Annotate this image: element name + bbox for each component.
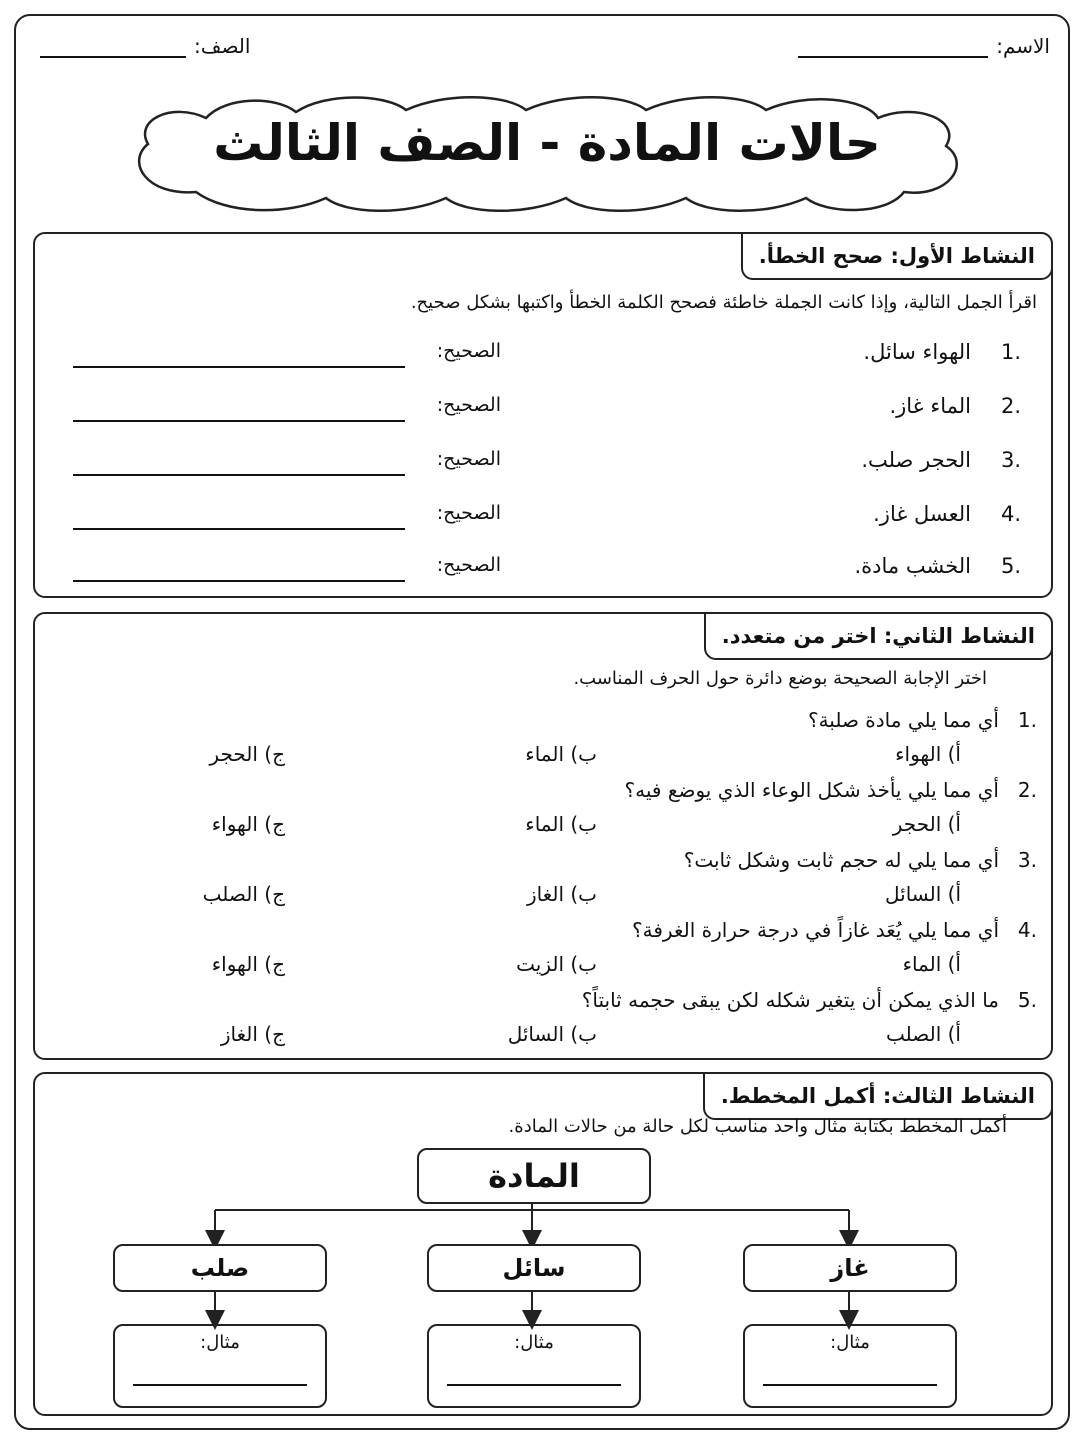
example-label: مثال:	[830, 1332, 870, 1353]
row-number: .5	[1000, 554, 1021, 578]
activity-2-heading: النشاط الثاني: اختر من متعدد.	[704, 612, 1053, 660]
correct-label: الصحيح:	[436, 448, 501, 470]
question-number: .2	[1017, 778, 1037, 802]
row-number: .2	[1000, 394, 1021, 418]
correct-label: الصحيح:	[436, 394, 501, 416]
title-cloud	[126, 92, 968, 216]
row-statement: الخشب مادة.	[854, 554, 971, 578]
option-c[interactable]: ج) الغاز	[220, 1022, 285, 1046]
activity-1-section	[33, 232, 1053, 598]
correct-label: الصحيح:	[436, 554, 501, 576]
question-number: .4	[1017, 918, 1037, 942]
matter-root-box: المادة	[417, 1148, 651, 1204]
activity-3-instruction: أكمل المخطط بكتابة مثال واحد مناسب لكل حالة من حالات المادة.	[508, 1116, 1007, 1137]
option-c[interactable]: ج) الهواء	[211, 812, 285, 836]
option-b[interactable]: ب) الماء	[525, 742, 597, 766]
correct-answer-line[interactable]	[73, 474, 405, 476]
correct-answer-line[interactable]	[73, 528, 405, 530]
name-field	[798, 32, 1050, 58]
option-a[interactable]: أ) السائل	[884, 882, 961, 906]
page-title: حالات المادة - الصف الثالث	[213, 114, 881, 172]
correct-label: الصحيح:	[436, 502, 501, 524]
activity-1-heading: النشاط الأول: صحح الخطأ.	[741, 232, 1053, 280]
row-statement: الحجر صلب.	[861, 448, 971, 472]
activity-2-section	[33, 612, 1053, 1060]
example-box-gas	[743, 1324, 957, 1408]
mcq-question	[49, 778, 1037, 848]
correction-row	[65, 394, 1021, 430]
state-box-liquid: سائل	[427, 1244, 641, 1292]
correct-answer-line[interactable]	[73, 420, 405, 422]
state-box-solid: صلب	[113, 1244, 327, 1292]
state-box-gas: غاز	[743, 1244, 957, 1292]
correction-row	[65, 340, 1021, 376]
mcq-question	[49, 918, 1037, 988]
name-label: الاسم:	[996, 34, 1050, 58]
header-row	[40, 32, 1050, 72]
option-a[interactable]: أ) الماء	[902, 952, 961, 976]
mcq-question	[49, 848, 1037, 918]
option-a[interactable]: أ) الهواء	[895, 742, 961, 766]
activity-3-section	[33, 1072, 1053, 1416]
row-number: .4	[1000, 502, 1021, 526]
example-answer-line[interactable]	[133, 1384, 307, 1386]
mcq-question	[49, 988, 1037, 1058]
row-number: .3	[1000, 448, 1021, 472]
row-statement: العسل غاز.	[873, 502, 971, 526]
question-text: أي مما يلي مادة صلبة؟	[807, 708, 999, 732]
example-answer-line[interactable]	[447, 1384, 621, 1386]
correct-label: الصحيح:	[436, 340, 501, 362]
class-field	[40, 32, 250, 58]
correct-answer-line[interactable]	[73, 366, 405, 368]
row-statement: الماء غاز.	[889, 394, 971, 418]
option-c[interactable]: ج) الهواء	[211, 952, 285, 976]
mcq-question	[49, 708, 1037, 778]
row-statement: الهواء سائل.	[863, 340, 971, 364]
option-a[interactable]: أ) الحجر	[892, 812, 961, 836]
question-number: .1	[1017, 708, 1037, 732]
correction-row	[65, 502, 1021, 538]
option-c[interactable]: ج) الصلب	[202, 882, 285, 906]
question-number: .5	[1017, 988, 1037, 1012]
question-text: أي مما يلي له حجم ثابت وشكل ثابت؟	[683, 848, 999, 872]
option-b[interactable]: ب) الغاز	[526, 882, 597, 906]
activity-1-instruction: اقرأ الجمل التالية، وإذا كانت الجملة خاطئة فصحح الكلمة الخطأ واكتبها بشكل صحيح.	[410, 292, 1037, 313]
option-b[interactable]: ب) السائل	[507, 1022, 597, 1046]
option-c[interactable]: ج) الحجر	[209, 742, 285, 766]
question-text: أي مما يلي يأخذ شكل الوعاء الذي يوضع فيه؟	[624, 778, 999, 802]
example-label: مثال:	[514, 1332, 554, 1353]
correction-row	[65, 448, 1021, 484]
name-input-line[interactable]	[798, 32, 988, 58]
question-text: ما الذي يمكن أن يتغير شكله لكن يبقى حجمه ثابتاً؟	[581, 988, 999, 1012]
option-b[interactable]: ب) الزيت	[516, 952, 597, 976]
activity-3-heading: النشاط الثالث: أكمل المخطط.	[703, 1072, 1053, 1120]
question-text: أي مما يلي يُعَد غازاً في درجة حرارة الغرفة؟	[632, 918, 999, 942]
question-number: .3	[1017, 848, 1037, 872]
example-answer-line[interactable]	[763, 1384, 937, 1386]
example-label: مثال:	[200, 1332, 240, 1353]
correct-answer-line[interactable]	[73, 580, 405, 582]
example-box-solid	[113, 1324, 327, 1408]
example-box-liquid	[427, 1324, 641, 1408]
row-number: .1	[1000, 340, 1021, 364]
option-a[interactable]: أ) الصلب	[886, 1022, 961, 1046]
option-b[interactable]: ب) الماء	[525, 812, 597, 836]
class-input-line[interactable]	[40, 32, 186, 58]
activity-2-instruction: اختر الإجابة الصحيحة بوضع دائرة حول الحرف المناسب.	[573, 668, 987, 689]
class-label: الصف:	[194, 34, 251, 58]
correction-row	[65, 554, 1021, 590]
